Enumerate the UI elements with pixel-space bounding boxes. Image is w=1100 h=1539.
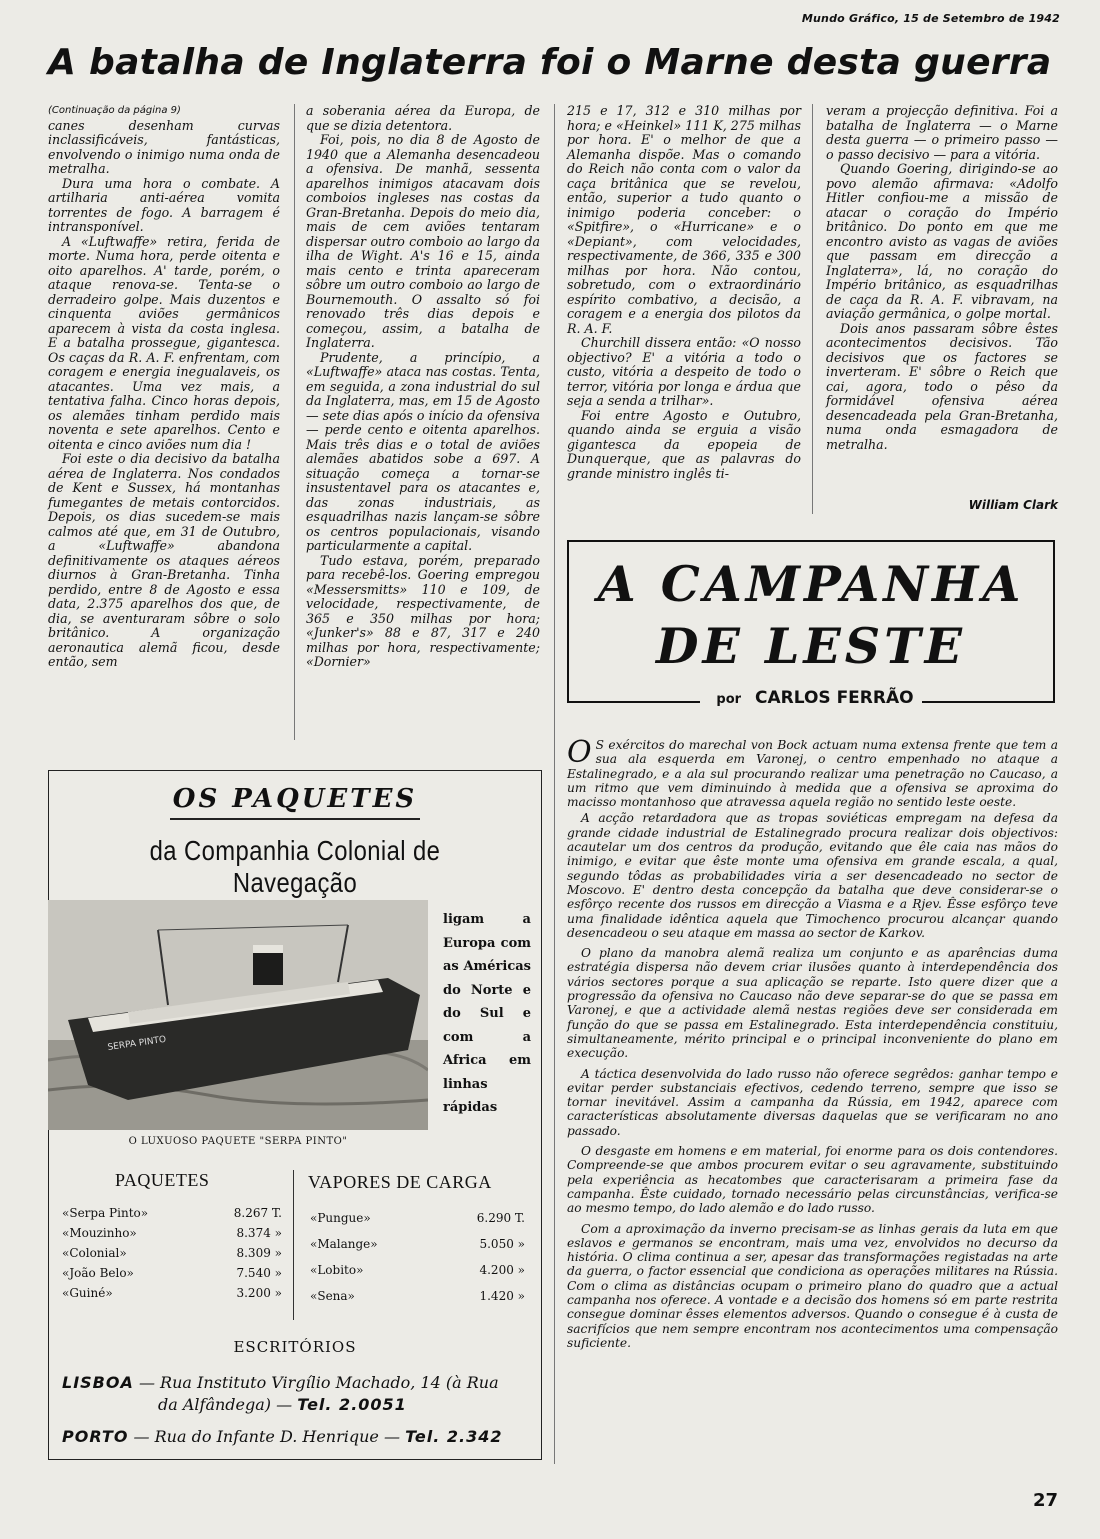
article1-column-4 — [826, 104, 1058, 452]
ship-name: «Pungue» — [310, 1211, 371, 1225]
byline-author: CARLOS FERRÃO — [755, 688, 914, 708]
byline-prefix: por — [708, 692, 749, 707]
ship-photo — [48, 900, 428, 1130]
ad-subtitle: da Companhia Colonial de Navegação — [149, 835, 441, 898]
ship-name: «Sena» — [310, 1289, 355, 1303]
ship-tonnage: 8.374 » — [236, 1226, 282, 1240]
paragraph: Foi, pois, no dia 8 de Agosto de 1940 que a Alemanha desencadeou a ofensiva. De manhã, sessenta aparelhos inimigos atacavam dois comboios ingleses nas costas da Gran-Bretanha. Depois do meio dia, mais de cem aviões tentaram dispersar outro comboio ao largo da ilha de Wight. A's 16 e 15, ainda mais cento e trinta apareceram sôbre um outro comboio ao largo de Bournemouth. O assalto só foi renovado três dias depois e começou, assim, a batalha de Inglaterra. — [306, 132, 540, 350]
article-headline: A batalha de Inglaterra foi o Marne desta guerra — [48, 42, 1052, 83]
paragraph: A acção retardadora que as tropas soviéticas empregam na defesa da grande cidade industrial de Estalinegrado procura realizar dois objectivos: acautelar um dos centros da produção, evitando que êle caia nas mãos do inimigo, e evitar que êste monte uma ofensiva em grande escala, a qual, segundo tôdas as probabilidades viria a ser desencadeado no sector de Moscovo. E' dentro desta concepção da batalha que deve considerar-se o esfôrço recente dos russos em direcção a Viasma e a Rjev. Êsse esfôrço teve uma finalidade idêntica aquela que Timochenco procurou alcançar quando desencadeou o seu ataque em massa ao sector de Karkov. — [567, 811, 1058, 940]
lisboa-line-1 — [62, 1372, 532, 1394]
paragraph: a soberania aérea da Europa, de que se dizia detentora. — [306, 103, 540, 133]
lisboa-address-2: da Alfândega) — — [158, 1395, 293, 1414]
ship-name: «Malange» — [310, 1237, 378, 1251]
paragraph-text: S exércitos do marechal von Bock actuam numa extensa frente que tem a sua ala esquerda em Varonej, o centro empenhado no ataque a Estalinegrado, e a ala sul procurando realizar uma penetração no Caucaso, a um ritmo que vem diminuindo à medida que a ofensiva se aproxima do macisso montanhoso que atravessa aquela região no sentido leste oeste. — [567, 738, 1058, 810]
paragraph — [567, 735, 1058, 810]
column-divider — [294, 104, 295, 740]
column-divider — [812, 104, 813, 514]
paquetes-heading: PAQUETES — [115, 1170, 210, 1190]
paragraph: Tudo estava, porém, preparado para recebê-los. Goering empregou «Messersmitts» 110 e 109, de velocidade, respectivamente, de 365 e 350 milhas por hora; «Junker's» 88 e 87, 317 e 240 milhas por hora, respectivamente; «Dornier» — [306, 552, 540, 669]
paragraph: Dura uma hora o combate. A artilharia anti-aérea vomita torrentes de fogo. A barragem é intransponível. — [48, 175, 280, 234]
paragraph: Dois anos passaram sôbre êstes acontecimentos decisivos. Tão decisivos que os factores se inverteram. E' sôbre o Reich que cai, agora, todo o pêso da formidável ofensiva aérea desencadeada pela Gran-Bretanha, numa onda esmagadora de metralha. — [826, 320, 1058, 452]
paragraph: Foi este o dia decisivo da batalha aérea de Inglaterra. Nos condados de Kent e Sussex, há montanhas fumegantes de metais contorcidos. Depois, os dias sucedem-se mais calmos até que, em 31 de Outubro, a «Luftwaffe» abandona definitivamente os ataques aéreos diurnos à Gran-Bretanha. Tinha perdido, entre 8 de Agosto e essa data, 2.375 aparelhos dos que, de dia, se aventuraram sôbre o solo britânico. A organização aeronautica alemã ficou, desde então, sem — [48, 451, 280, 669]
continuation-note: (Continuação da página 9) — [48, 105, 181, 116]
ship-tonnage: 3.200 » — [236, 1286, 282, 1300]
ship-name: «Serpa Pinto» — [62, 1206, 149, 1220]
paragraph: Foi entre Agosto e Outubro, quando ainda se erguia a visão gigantesca da epopeia de Dunquerque, que as palavras do grande ministro inglês ti- — [567, 407, 801, 481]
ship-tonnage: 8.267 T. — [233, 1206, 282, 1220]
lisboa-label: LISBOA — [62, 1373, 134, 1392]
campanha-byline — [567, 688, 1055, 708]
paragraph: veram a projecção definitiva. Foi a batalha de Inglaterra — o Marne desta guerra — o primeiro passo — o passo decisivo — para a vitória. — [826, 103, 1058, 162]
ship-name: «Mouzinho» — [62, 1226, 137, 1240]
lisboa-office — [62, 1372, 532, 1416]
article1-column-1 — [48, 104, 280, 670]
article1-author: William Clark — [968, 498, 1058, 512]
paragraph: Quando Goering, dirigindo-se ao povo alemão afirmava: «Adolfo Hitler confiou-me a missão de atacar o coração do Império britânico. Do ponto em que me encontro avisto as vagas de aviões que passam em direcção a Inglaterra», lá, no coração do Império britânico, as esquadrilhas de caça da R. A. F. vibravam, na aviação germânica, o golpe mortal. — [826, 161, 1058, 321]
paragraph: A táctica desenvolvida do lado russo não oferece segrêdos: ganhar tempo e evitar perder substanciais efectivos, cedendo terreno, sempre que isso se tornar inevitável. Assim a campanha da Rússia, em 1942, aparece com características absolutamente diversas daquelas que se verificaram no ano passado. — [567, 1066, 1058, 1138]
ship-tonnage: 5.050 » — [479, 1237, 525, 1251]
page-number: 27 — [1032, 1490, 1058, 1511]
ship-tonnage: 6.290 T. — [476, 1211, 525, 1225]
paragraph: Prudente, a princípio, a «Luftwaffe» ataca nas costas. Tenta, em seguida, a zona industrial do sul da Inglaterra, mas, em 15 de Agosto — sete dias após o início da ofensiva — perde cento e oitenta aparelhos. Mais três dias e o total de aviões alemães abatidos sobe a 697. A situação começa a tornar-se insustentavel para os atacantes e, das zonas industriais, as esquadrilhas nazis lançam-se sôbre os centros populacionais, visando particularmente a capital. — [306, 349, 540, 553]
ship-caption: O LUXUOSO PAQUETE "SERPA PINTO" — [128, 1136, 348, 1147]
ad-title: OS PAQUETES — [172, 784, 418, 814]
offices-heading: ESCRITÓRIOS — [233, 1338, 357, 1356]
column-divider — [554, 104, 555, 1464]
paragraph: canes desenham curvas inclassificáveis, fantásticas, envolvendo o inimigo numa onda de metralha. — [48, 117, 280, 176]
ship-tonnage: 1.420 » — [479, 1289, 525, 1303]
ship-tonnage: 4.200 » — [479, 1263, 525, 1277]
paquetes-table — [62, 1206, 282, 1306]
article1-column-3 — [567, 104, 801, 481]
lisboa-address: — Rua Instituto Virgílio Machado, 14 (à Rua — [138, 1373, 499, 1392]
paragraph: A «Luftwaffe» retira, ferida de morte. Numa hora, perde oitenta e oito aparelhos. A' tarde, porém, o ataque renova-se. Tenta-se o derradeiro golpe. Mais duzentos e cinquenta aviões germânicos aparecem à vista da costa inglesa. E a batalha prossegue, gigantesca. Os caças da R. A. F. enfrentam, com coragem e energia inegualaveis, os atacantes. Uma vez mais, a tentativa falha. Cinco horas depois, os alemães tinham perdido mais noventa e sete aparelhos. Cento e oitenta e cinco aviões num dia ! — [48, 233, 280, 452]
porto-office — [62, 1426, 532, 1448]
campanha-article-body — [567, 735, 1058, 1350]
ship-name: «Colonial» — [62, 1246, 127, 1260]
ship-name: «Lobito» — [310, 1263, 364, 1277]
ship-name: «Guiné» — [62, 1286, 113, 1300]
campanha-title-line-2: DE LESTE — [656, 617, 966, 675]
paragraph: Com a aproximação da inverno precisam-se as linhas gerais da luta em que eslavos e germanos se encontram, mais uma vez, envolvidos no decurso da história. O clima continua a ser, apesar das transformações registadas na arte da guerra, o factor essencial que condiciona as operações militares na Rússia. Com o clima as distâncias ocupam o primeiro plano do quadro que a actual campanha nos oferece. A vontade e a decisão dos homens só em parte restrita consegue dominar êsses elementos adversos. Quando o consegue é à custa de sacrifícios que nem sempre encontram nos acontecimentos uma compensação suficiente. — [567, 1221, 1058, 1350]
ad-title-rule — [170, 818, 420, 820]
ship-tonnage: 8.309 » — [236, 1246, 282, 1260]
porto-label: PORTO — [62, 1427, 129, 1446]
lisboa-line-2 — [62, 1394, 532, 1416]
ship-name: «João Belo» — [62, 1266, 134, 1280]
lisboa-telephone: Tel. 2.0051 — [297, 1395, 407, 1414]
paragraph: O desgaste em homens e em material, foi enorme para os dois contendores. Compreende-se que ambos procurem evitar o seu agravamente, substituindo pela experiência as hecatombes que caracterisaram a primeira fase da campanha. Êste cuidado, tornado necessário pelas circunstâncias, verifica-se ao mesmo tempo, do lado alemão e do lado russo. — [567, 1144, 1058, 1216]
svg-text:SERPA PINTO: SERPA PINTO — [107, 1034, 167, 1053]
paragraph: O plano da manobra alemã realiza um conjunto e as aparências duma estratégia dispersa não devem criar ilusões quanto à interdependência dos vários sectores porque a sua aplicação se reparte. Isto quere dizer que a progressão da ofensiva no Caucaso não deve separar-se do que se passa em Varonej, e que a actividade alemã nestas regiões deve ser considerada em função do que se passa em Estalinegrado. Esta interdependência constituiu, simultaneamente, mérito principal e o principal inconveniente do plano em execução. — [567, 946, 1058, 1061]
ad-side-text: ligam a Europa com as Américas do Norte e do Sul e com a Africa em linhas rápidas — [443, 912, 531, 1115]
issue-date-line: Mundo Gráfico, 15 de Setembro de 1942 — [801, 12, 1060, 25]
porto-telephone: Tel. 2.342 — [405, 1427, 503, 1446]
table-divider — [293, 1170, 294, 1320]
ship-illustration — [48, 900, 428, 1130]
vapores-heading: VAPORES DE CARGA — [308, 1172, 492, 1192]
campanha-title — [567, 553, 1055, 677]
paragraph: 215 e 17, 312 e 310 milhas por hora; e «Heinkel» 111 K, 275 milhas por hora. E' o melhor de que a Alemanha dispõe. Mas o comando do Reich não conta com o valor da caça britânica que se revelou, então, superior a tudo quanto o inimigo poderia conceber: o «Spitfire», o «Hurricane» e o «Depiant», com velocidades, respectivamente, de 366, 335 e 300 milhas por hora. Não contou, sobretudo, com o extraordinário espírito combativo, a decisão, a coragem e a energia dos pilotos da R. A. F. — [567, 103, 801, 336]
paragraph: Churchill dissera então: «O nosso objectivo? E' a vitória a todo o custo, vitória a despeito de todo o terror, vitória por longa e árdua que seja a senda a trilhar». — [567, 335, 801, 408]
campanha-title-line-1: A CAMPANHA — [597, 555, 1025, 613]
dropcap: O — [567, 735, 592, 770]
ship-tonnage: 7.540 » — [236, 1266, 282, 1280]
porto-address: — Rua do Infante D. Henrique — — [133, 1427, 400, 1446]
vapores-table — [310, 1211, 525, 1311]
article1-column-2 — [306, 104, 540, 670]
